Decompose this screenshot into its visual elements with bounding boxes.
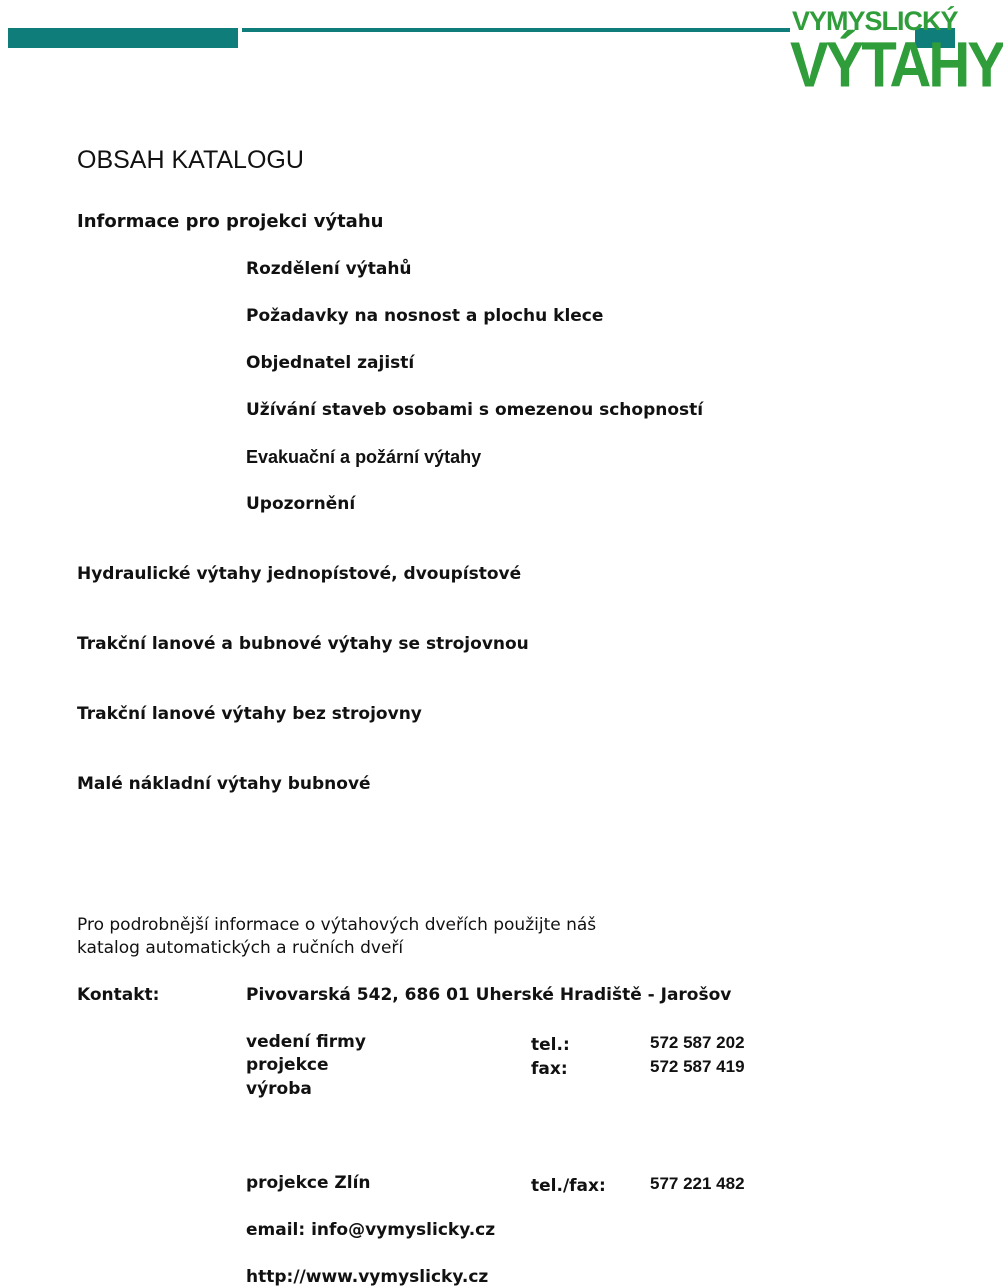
logo-bottom-text: VÝTAHY — [790, 29, 1003, 101]
note-line-2: katalog automatických a ručních dveří — [77, 938, 404, 958]
website-link[interactable]: http://www.vymyslicky.cz — [246, 1267, 489, 1287]
department-item: projekce — [246, 1055, 329, 1075]
department-item: výroba — [246, 1079, 312, 1099]
fax-label: fax: — [531, 1059, 568, 1079]
toc-subitem: Požadavky na nosnost a plochu klece — [246, 306, 604, 326]
toc-subitem: Evakuační a požární výtahy — [246, 447, 482, 467]
department-item: vedení firmy — [246, 1032, 366, 1052]
toc-subitem: Upozornění — [246, 494, 356, 514]
logo-top-text: VYMYSLICKÝ — [792, 6, 958, 36]
page-title: OBSAH KATALOGU — [77, 146, 304, 174]
toc-subitem: Užívání staveb osobami s omezenou schopností — [246, 400, 704, 420]
tel-label: tel.: — [531, 1035, 570, 1055]
fax-number: 572 587 419 — [650, 1057, 745, 1076]
contact-label: Kontakt: — [77, 985, 160, 1005]
toc-section: Hydraulické výtahy jednopístové, dvoupístové — [77, 564, 522, 584]
email-link[interactable]: email: info@vymyslicky.cz — [246, 1220, 496, 1240]
zlin-telfax-label: tel./fax: — [531, 1176, 606, 1196]
toc-section-main: Informace pro projekci výtahu — [77, 211, 384, 232]
zlin-office-label: projekce Zlín — [246, 1173, 371, 1193]
toc-subitem: Rozdělení výtahů — [246, 259, 412, 279]
toc-subitem: Objednatel zajistí — [246, 353, 415, 373]
note-line-1: Pro podrobnější informace o výtahových dveřích použijte náš — [77, 915, 597, 935]
company-logo — [790, 2, 1003, 101]
header-band-left — [8, 28, 238, 48]
contact-address: Pivovarská 542, 686 01 Uherské Hradiště - Jarošov — [246, 985, 732, 1005]
toc-section: Trakční lanové výtahy bez strojovny — [77, 704, 422, 724]
toc-section: Trakční lanové a bubnové výtahy se strojovnou — [77, 634, 529, 654]
tel-number: 572 587 202 — [650, 1033, 745, 1052]
toc-section: Malé nákladní výtahy bubnové — [77, 774, 371, 794]
header-rule — [242, 28, 790, 32]
zlin-telfax-number: 577 221 482 — [650, 1174, 745, 1193]
